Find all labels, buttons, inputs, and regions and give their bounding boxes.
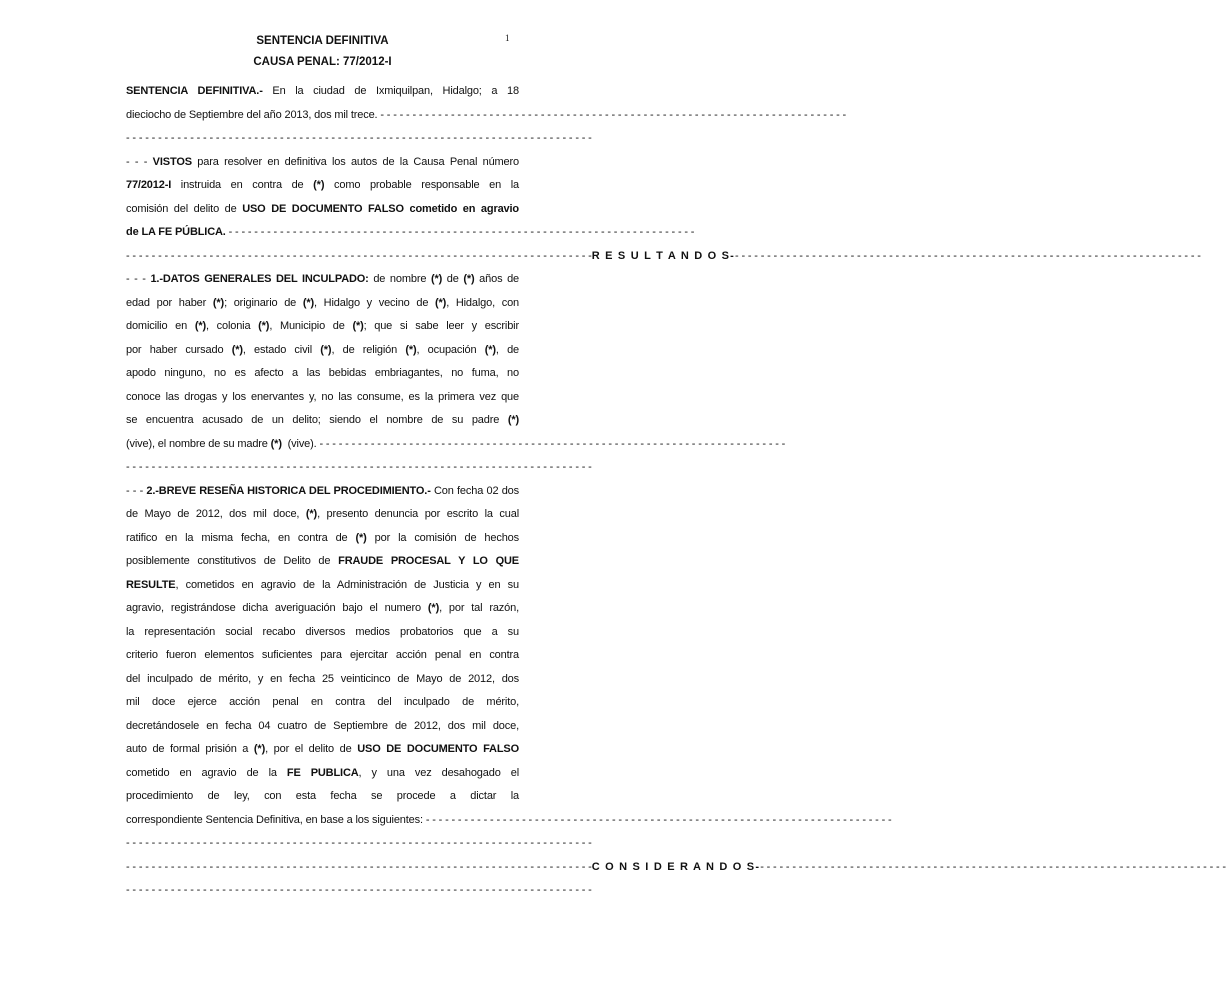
text-segment: de (442, 273, 464, 285)
text-segment: por la comisión de hechos (366, 531, 519, 544)
text-segment: , por el delito de (265, 743, 358, 755)
dash-filler (426, 809, 892, 833)
dash-filler (126, 856, 592, 880)
text-segment: auto de formal prisión a (126, 743, 254, 755)
text-segment: - - - (126, 155, 153, 168)
dash-filler (126, 832, 592, 856)
text-segment: por haber cursado (126, 343, 232, 356)
text-segment: , y una vez desahogado el (358, 766, 519, 779)
text-line (126, 480, 519, 504)
text-segment: - - - (126, 273, 151, 285)
bold-text: (*) (305, 508, 318, 520)
text-line (126, 151, 519, 175)
text-segment: dieciocho de Septiembre del año 2013, dos mil trece. (126, 108, 381, 121)
text-segment: , Municipio de (269, 320, 353, 332)
bold-text: (*) (484, 343, 496, 356)
dash-text: - - - - - - - - - - - - - - - - - - - - - - - - - - - - - - - - - - - - - - - - - - - - - - - - - - - - - - - - - - - - - - - - - - - - - - - - - (735, 249, 1201, 262)
dash-filler (380, 104, 846, 128)
text-segment: criterio fueron elementos suficientes para ejercitar acción penal en contra (126, 649, 519, 661)
bold-text: RESULTE (126, 578, 176, 591)
text-segment: años de (474, 273, 519, 285)
bold-text: (*) (427, 602, 440, 614)
section-heading (126, 856, 1226, 880)
text-segment: , cometidos en agravio de la Administración de Justicia y en su (175, 578, 519, 591)
dash-filler (126, 245, 592, 269)
dash-filler (229, 221, 695, 245)
text-segment: agravio, registrándose dicha averiguación bajo el numero (126, 602, 428, 614)
dash-filler (760, 856, 1226, 880)
text-segment: instruida en contra de (171, 179, 314, 191)
text-segment: En la ciudad de Ixmiquilpan, Hidalgo; a 18 (262, 85, 519, 97)
text-segment: de nombre (368, 273, 431, 285)
dash-text: - - - - - - - - - - - - - - - - - - - - - - - - - - - - - - - - - - - - - - - - - - - - - - - - - - - - - - - - - - - - - - - - - - - - - - - - - (126, 884, 592, 896)
bold-text: VISTOS (152, 155, 192, 168)
text-line (126, 362, 519, 386)
text-segment: comisión del delito de (126, 202, 243, 215)
dash-text: - - - - - - - - - - - - - - - - - - - - - - - - - - - - - - - - - - - - - - - - - - - - - - - - - - - - - - - - - - - - - - - - - - - - - - - - - (425, 813, 892, 826)
text-segment: , Hidalgo y vecino de (314, 296, 436, 309)
text-segment: posiblemente constitutivos de Delito de (126, 555, 339, 567)
bold-text: (*) (194, 320, 206, 332)
dash-separator (126, 879, 592, 903)
bold-text: (*) (405, 343, 417, 356)
dash-separator (126, 456, 592, 480)
text-line (126, 785, 519, 809)
text-line (126, 104, 847, 128)
text-segment: procedimiento de ley, con esta fecha se procede a dictar la (126, 790, 519, 802)
bold-text: (*) (231, 343, 243, 356)
text-segment: , de (495, 343, 520, 356)
text-segment: Con fecha 02 dos (430, 484, 519, 497)
document-body (126, 80, 1226, 903)
bold-text: R E S U L T A N D O S- (591, 249, 736, 262)
section-heading (126, 245, 1201, 269)
text-segment: , presento denuncia por escrito la cual (317, 508, 519, 520)
text-segment: mil doce ejerce acción penal en contra del inculpado de mérito, (126, 696, 519, 708)
text-line (126, 738, 519, 762)
text-line (126, 597, 519, 621)
bold-text: SENTENCIA DEFINITIVA.- (126, 85, 263, 97)
bold-text: (*) (430, 273, 443, 285)
dash-text: - - - - - - - - - - - - - - - - - - - - - - - - - - - - - - - - - - - - - - - - - - - - - - - - - - - - - - - - - - - - - - - - - - - - - - - - - (319, 437, 786, 450)
text-segment: se encuentra acusado de un delito; siendo el nombre de su padre (126, 414, 508, 426)
bold-text: C O N S I D E R A N D O S- (591, 860, 761, 873)
text-segment: - - - (126, 484, 147, 497)
bold-text: (*) (253, 743, 266, 755)
text-line (126, 668, 519, 692)
dash-text: - - - - - - - - - - - - - - - - - - - - - - - - - - - - - - - - - - - - - - - - - - - - - - - - - - - - - - - - - - - - - - - - - - - - - - - - - (126, 249, 592, 262)
dash-separator (126, 127, 592, 151)
text-line (126, 503, 519, 527)
case-number: CAUSA PENAL: 77/2012-I (253, 56, 392, 68)
bold-text: (*) (258, 320, 270, 332)
text-line (126, 574, 519, 598)
dash-text: - - - - - - - - - - - - - - - - - - - - - - - - - - - - - - - - - - - - - - - - - - - - - - - - - - - - - - - - - - - - - - - - - - - - - - - - - (760, 860, 1226, 873)
bold-text: (*) (212, 296, 225, 309)
bold-text: FRAUDE PROCESAL Y LO QUE (338, 555, 519, 567)
text-segment: , colonia (206, 320, 259, 332)
document-title: SENTENCIA DEFINITIVA (256, 35, 389, 47)
text-segment: , ocupación (416, 343, 485, 356)
text-line (126, 409, 519, 433)
bold-text: (*) (302, 296, 315, 309)
text-line (126, 268, 519, 292)
text-segment: ; que si sabe leer y escribir (363, 320, 519, 332)
text-line (126, 762, 519, 786)
text-segment: (vive). (281, 437, 320, 450)
text-line (126, 339, 519, 363)
dash-text: - - - - - - - - - - - - - - - - - - - - - - - - - - - - - - - - - - - - - - - - - - - - - - - - - - - - - - - - - - - - - - - - - - - - - - - - - (380, 108, 847, 121)
text-segment: la representación social recabo diversos medios probatorios que a su (126, 625, 519, 638)
text-line (126, 644, 519, 668)
text-line (126, 174, 519, 198)
page-number: 1 (505, 33, 510, 43)
dash-text: - - - - - - - - - - - - - - - - - - - - - - - - - - - - - - - - - - - - - - - - - - - - - - - - - - - - - - - - - - - - - - - - - - - - - - - - - (228, 226, 695, 238)
bold-text: (*) (320, 343, 332, 356)
text-segment: edad por haber (126, 296, 213, 309)
text-segment: , de religión (331, 343, 406, 356)
bold-text: USO DE DOCUMENTO FALSO cometido en agravio (242, 202, 520, 215)
text-line (126, 80, 519, 104)
text-line (126, 221, 695, 245)
bold-text: USO DE DOCUMENTO FALSO (357, 743, 519, 755)
text-segment: para resolver en definitiva los autos de la Causa Penal número (191, 155, 520, 168)
text-segment: apodo ninguno, no es afecto a las bebidas embriagantes, no fuma, no (126, 367, 519, 379)
text-segment: de Mayo de 2012, dos mil doce, (126, 508, 306, 520)
text-line (126, 691, 519, 715)
dash-text: - - - - - - - - - - - - - - - - - - - - - - - - - - - - - - - - - - - - - - - - - - - - - - - - - - - - - - - - - - - - - - - - - - - - - - - - - (126, 837, 592, 849)
text-line (126, 315, 519, 339)
bold-text: (*) (270, 437, 282, 450)
text-line (126, 433, 786, 457)
bold-text: 1.-DATOS GENERALES DEL INCULPADO: (150, 273, 369, 285)
dash-text: - - - - - - - - - - - - - - - - - - - - - - - - - - - - - - - - - - - - - - - - - - - - - - - - - - - - - - - - - - - - - - - - - - - - - - - - - (126, 461, 592, 473)
text-segment: , por tal razón, (439, 602, 519, 614)
dash-text: - - - - - - - - - - - - - - - - - - - - - - - - - - - - - - - - - - - - - - - - - - - - - - - - - - - - - - - - - - - - - - - - - - - - - - - - - (126, 860, 592, 873)
text-segment: domicilio en (126, 320, 195, 332)
bold-text: (*) (463, 273, 475, 285)
dash-filler (126, 127, 592, 151)
text-line (126, 292, 519, 316)
text-line (126, 715, 519, 739)
bold-text: de LA FE PÚBLICA. (126, 226, 226, 238)
text-line (126, 386, 519, 410)
text-line (126, 527, 519, 551)
dash-filler (319, 433, 785, 457)
bold-text: 77/2012-I (126, 179, 172, 191)
dash-filler (735, 245, 1201, 269)
bold-text: FE PUBLICA (286, 766, 359, 779)
text-segment: como probable responsable en la (324, 179, 519, 191)
text-segment: , estado civil (242, 343, 321, 356)
bold-text: (*) (435, 296, 447, 309)
text-line (126, 809, 892, 833)
bold-text: (*) (352, 320, 364, 332)
bold-text: (*) (507, 414, 519, 426)
text-segment: (vive), el nombre de su madre (126, 437, 271, 450)
text-line (126, 198, 519, 222)
text-segment: ; originario de (224, 296, 303, 309)
text-segment: conoce las drogas y los enervantes y, no las consume, es la primera vez que (126, 390, 519, 403)
dash-text: - - - - - - - - - - - - - - - - - - - - - - - - - - - - - - - - - - - - - - - - - - - - - - - - - - - - - - - - - - - - - - - - - - - - - - - - - (126, 132, 592, 144)
text-line (126, 550, 519, 574)
bold-text: (*) (355, 531, 367, 544)
text-line (126, 621, 519, 645)
dash-separator (126, 832, 592, 856)
text-segment: ratifico en la misma fecha, en contra de (126, 531, 356, 544)
dash-filler (126, 456, 592, 480)
text-segment: cometido en agravio de la (126, 766, 287, 779)
text-segment: del inculpado de mérito, y en fecha 25 veinticinco de Mayo de 2012, dos (126, 672, 519, 685)
dash-filler (126, 879, 592, 903)
bold-text: 2.-BREVE RESEÑA HISTORICA DEL PROCEDIMIENTO.- (146, 484, 431, 497)
text-segment: decretándosele en fecha 04 cuatro de Septiembre de 2012, dos mil doce, (126, 719, 519, 732)
bold-text: (*) (313, 179, 325, 191)
text-segment: , Hidalgo, con (446, 296, 520, 309)
text-segment: correspondiente Sentencia Definitiva, en base a los siguientes: (126, 813, 426, 826)
